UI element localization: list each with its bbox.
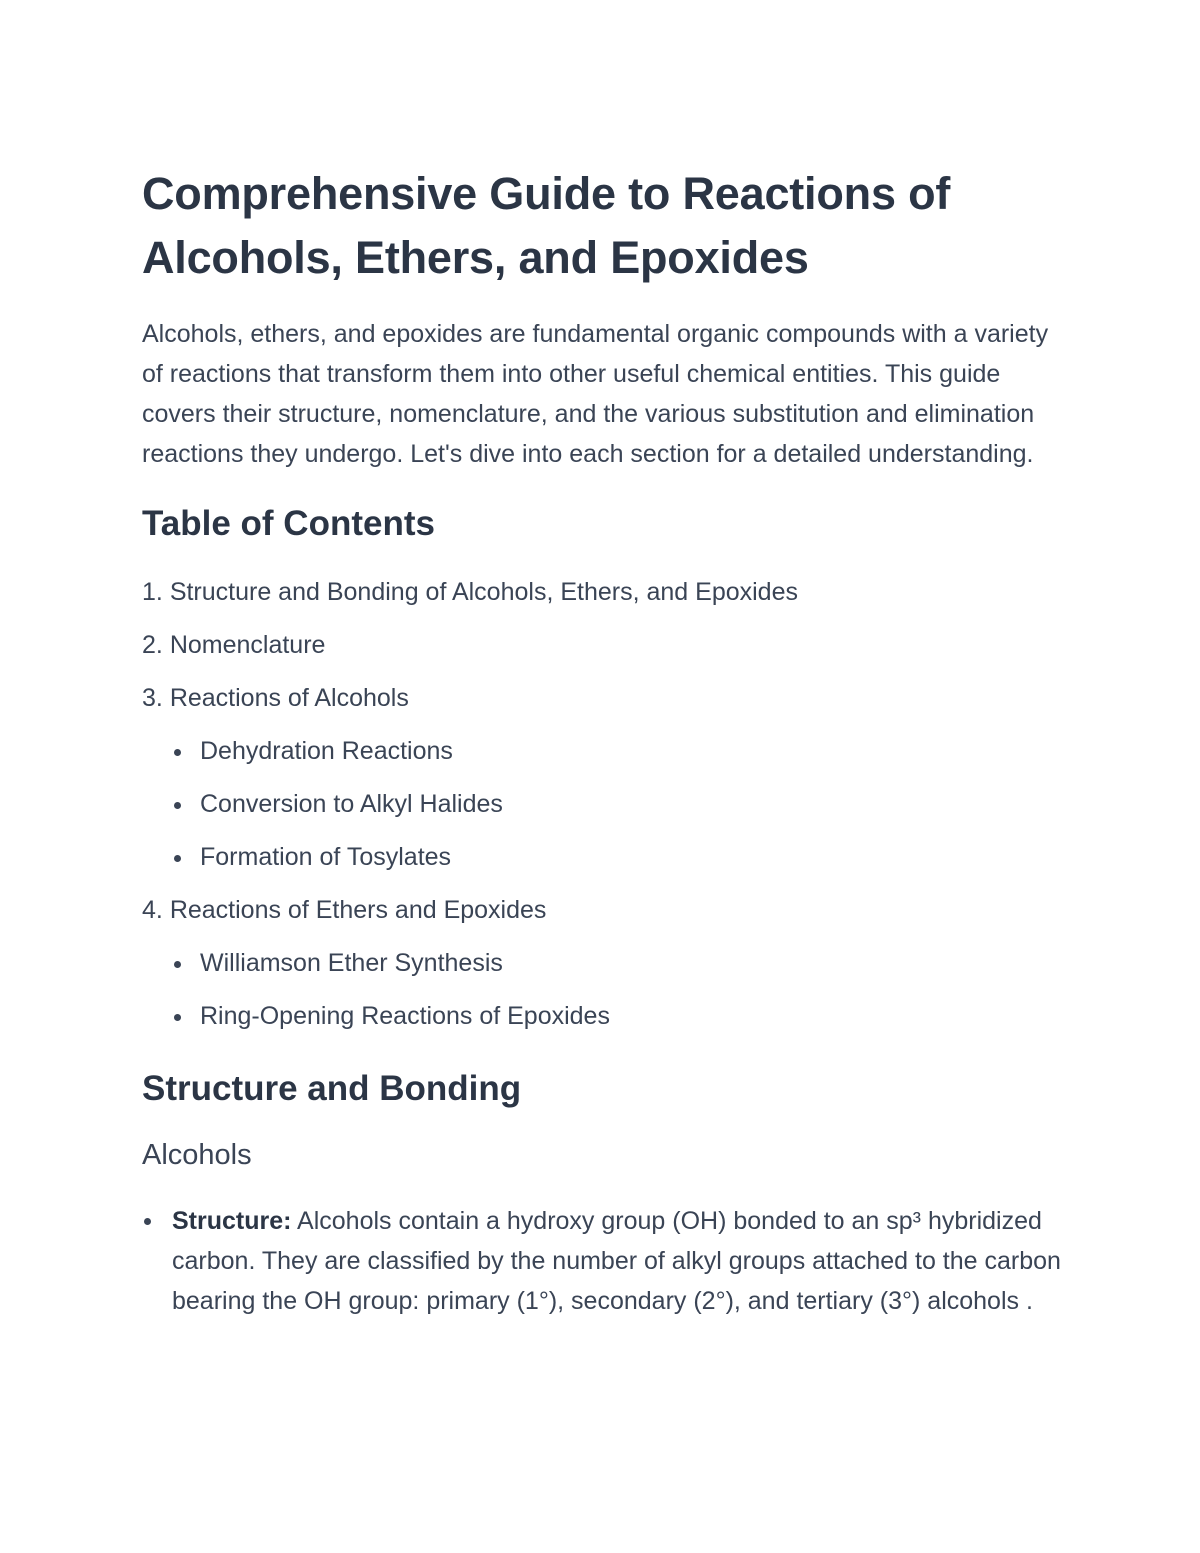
- toc-item-reactions-of-alcohols[interactable]: [142, 672, 1072, 725]
- toc-subitem-label: Ring-Opening Reactions of Epoxides: [200, 1002, 610, 1030]
- toc-subgroup-ethers: [142, 937, 1072, 1043]
- toc-item-number: 3.: [142, 684, 163, 712]
- toc-subitem-williamson[interactable]: [142, 937, 1072, 990]
- toc-item-nomenclature[interactable]: [142, 619, 1072, 672]
- page-title: Comprehensive Guide to Reactions of Alcohols, Ethers, and Epoxides: [142, 168, 951, 283]
- section-heading-structure-bonding: Structure and Bonding: [142, 1069, 522, 1108]
- alcohols-bullet-list: [142, 1201, 1072, 1321]
- bullet-icon: [174, 802, 181, 809]
- intro-paragraph: Alcohols, ethers, and epoxides are fundamental organic compounds with a variety of reactions that transform them into other useful chemical entities. This guide covers their structure, nomenclature, and the various substitution and elimination reactions they undergo. Let's dive into each section for a detailed understanding.: [142, 320, 1049, 468]
- toc-item-number: 4.: [142, 896, 163, 924]
- toc-subitem-label: Conversion to Alkyl Halides: [200, 790, 503, 818]
- bullet-icon: [174, 749, 181, 756]
- toc-subitem-ring-opening[interactable]: [142, 990, 1072, 1043]
- toc-subitem-dehydration[interactable]: [142, 725, 1072, 778]
- bullet-icon: [174, 855, 181, 862]
- bullet-text: Alcohols contain a hydroxy group (OH) bonded to an sp³ hybridized carbon. They are classified by the number of alkyl groups attached to the carbon bearing the OH group: primary (1°), secondary (2°), and tertiary (3°) alcohols .: [172, 1207, 1061, 1315]
- toc-subgroup-alcohols: [142, 725, 1072, 884]
- toc-item-label: Reactions of Alcohols: [169, 684, 409, 712]
- toc-item-label: Reactions of Ethers and Epoxides: [169, 896, 547, 924]
- toc-item-number: 1.: [142, 578, 163, 606]
- toc-item-label: Structure and Bonding of Alcohols, Ethers, and Epoxides: [169, 578, 798, 606]
- toc-item-structure-bonding[interactable]: [142, 566, 1072, 619]
- toc-subitem-label: Williamson Ether Synthesis: [200, 949, 503, 977]
- toc-subitem-alkyl-halides[interactable]: [142, 778, 1072, 831]
- toc-subitem-label: Dehydration Reactions: [200, 737, 453, 765]
- toc-item-reactions-of-ethers-epoxides[interactable]: [142, 884, 1072, 937]
- toc-item-label: Nomenclature: [169, 631, 326, 659]
- toc-heading: Table of Contents: [142, 504, 435, 543]
- table-of-contents: [142, 566, 1072, 1043]
- toc-subitem-tosylates[interactable]: [142, 831, 1072, 884]
- document-page: [142, 162, 1072, 1321]
- bullet-icon: [144, 1218, 151, 1225]
- bullet-icon: [174, 1014, 181, 1021]
- bullet-icon: [174, 961, 181, 968]
- toc-item-number: 2.: [142, 631, 163, 659]
- toc-subitem-label: Formation of Tosylates: [200, 843, 452, 871]
- list-item: [142, 1201, 1072, 1321]
- bullet-term: Structure:: [172, 1207, 292, 1235]
- subsection-heading-alcohols: Alcohols: [142, 1139, 252, 1171]
